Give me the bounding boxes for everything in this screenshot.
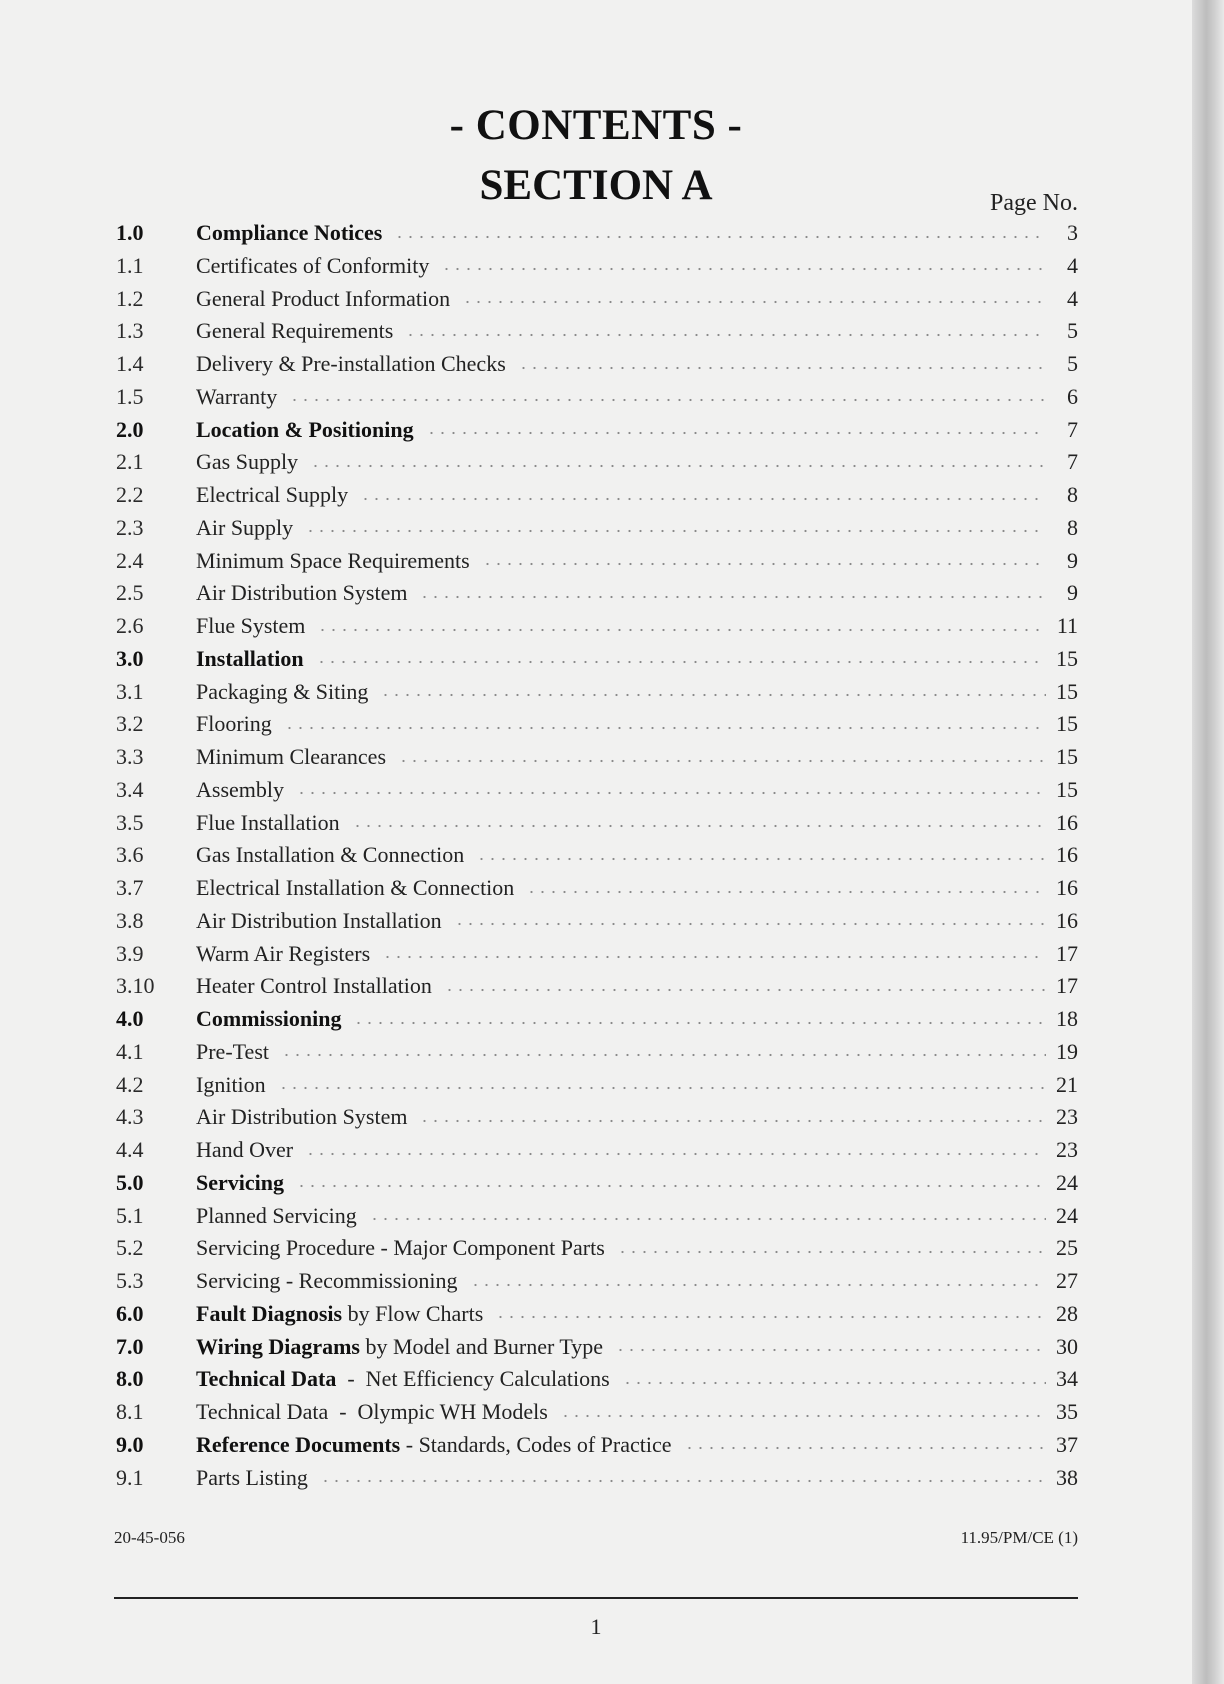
toc-entry-page: 21 xyxy=(1056,1071,1078,1097)
toc-entry-number: 8.1 xyxy=(116,1399,144,1424)
dot-leader xyxy=(615,1348,1046,1353)
toc-entry xyxy=(116,744,1078,777)
dot-leader xyxy=(441,267,1046,272)
toc-entry-number: 4.3 xyxy=(116,1104,144,1130)
dot-leader xyxy=(352,824,1046,829)
toc-entry-number: 9.0 xyxy=(116,1431,144,1457)
toc-entry-page: 9 xyxy=(1067,547,1078,573)
toc-entry-number: 5.3 xyxy=(116,1268,144,1293)
toc-entry-title xyxy=(196,417,414,443)
toc-entry-page: 37 xyxy=(1056,1431,1078,1457)
dot-leader xyxy=(382,955,1046,960)
dot-leader xyxy=(320,1479,1046,1484)
toc-entry xyxy=(116,1301,1078,1334)
toc-entry-page: 8 xyxy=(1067,514,1078,540)
toc-entry-page: 7 xyxy=(1067,416,1078,442)
dot-leader xyxy=(289,398,1046,403)
toc-entry-page: 17 xyxy=(1056,973,1078,999)
toc-entry xyxy=(116,253,1078,286)
toc-entry-title-text: General Product Information xyxy=(196,285,451,311)
toc-entry-title-text: Technical Data - Olympic WH Models xyxy=(196,1399,548,1424)
toc-entry-title-text: Ignition xyxy=(196,1071,266,1097)
toc-entry-title xyxy=(196,1039,269,1065)
dot-leader xyxy=(518,365,1046,370)
toc-entry-title-text: Packaging & Siting xyxy=(196,678,369,704)
toc-entry-number: 6.0 xyxy=(116,1300,144,1326)
toc-entry-title-text: Hand Over xyxy=(196,1137,294,1162)
contents-title: - CONTENTS - xyxy=(449,102,743,149)
toc-entry-title xyxy=(196,613,305,639)
toc-entry-number: 4.1 xyxy=(116,1038,144,1064)
toc-entry-title-text: Servicing Procedure - Major Component Parts xyxy=(196,1235,605,1261)
toc-entry-title-text: Flue Installation xyxy=(196,809,340,835)
toc-entry-title xyxy=(196,711,272,737)
toc-entry-page: 28 xyxy=(1056,1300,1078,1326)
toc-entry-page: 15 xyxy=(1056,645,1078,671)
dot-leader xyxy=(305,529,1046,534)
toc-entry xyxy=(116,1039,1078,1072)
toc-entry-page: 23 xyxy=(1056,1104,1078,1130)
dot-leader xyxy=(405,332,1046,337)
toc-entry-title-text: Planned Servicing xyxy=(196,1202,357,1228)
toc-entry-number: 7.0 xyxy=(116,1333,144,1359)
toc-entry-title-text: Air Distribution Installation xyxy=(196,907,442,933)
toc-entry-page: 27 xyxy=(1056,1268,1078,1293)
toc-entry-title-bold: Technical Data xyxy=(196,1366,337,1392)
toc-entry-title xyxy=(196,777,284,803)
toc-entry xyxy=(116,351,1078,384)
toc-entry xyxy=(116,548,1078,581)
toc-entry xyxy=(116,1170,1078,1203)
toc-entry-page: 16 xyxy=(1056,809,1078,835)
dot-leader xyxy=(560,1413,1046,1418)
toc-entry-title xyxy=(196,1432,672,1458)
toc-entry-title-text: Warm Air Registers xyxy=(196,940,371,966)
dot-leader xyxy=(454,922,1046,927)
toc-entry-number: 3.4 xyxy=(116,776,144,802)
toc-entry-number: 3.8 xyxy=(116,907,144,933)
toc-entry-number: 3.2 xyxy=(116,711,144,737)
toc-entry-title xyxy=(196,941,370,967)
toc-entry-number: 3.10 xyxy=(116,973,155,999)
toc-entry-title xyxy=(196,875,514,901)
dot-leader xyxy=(419,1118,1046,1123)
document-reference: 11.95/PM/CE (1) xyxy=(960,1528,1078,1547)
toc-entry-number: 3.5 xyxy=(116,809,144,835)
toc-entry-number: 3.9 xyxy=(116,940,144,966)
dot-leader xyxy=(482,562,1046,567)
toc-entry-title xyxy=(196,318,393,344)
toc-entry xyxy=(116,417,1078,450)
toc-entry xyxy=(116,1268,1078,1301)
toc-entry xyxy=(116,711,1078,744)
toc-entry-title-text: Certificates of Conformity xyxy=(196,252,430,278)
toc-entry-number: 4.0 xyxy=(116,1006,144,1031)
toc-entry-title xyxy=(196,679,368,705)
dot-leader xyxy=(296,1184,1046,1189)
toc-entry-page: 19 xyxy=(1056,1038,1078,1064)
page-no-heading: Page No. xyxy=(990,190,1078,216)
toc-entry xyxy=(116,1235,1078,1268)
toc-entry-page: 18 xyxy=(1056,1006,1078,1031)
toc-entry-title-text: Minimum Clearances xyxy=(196,744,387,769)
toc-entry-number: 1.3 xyxy=(116,318,144,344)
toc-entry xyxy=(116,646,1078,679)
toc-entry-title xyxy=(196,1104,407,1130)
toc-entry-title xyxy=(196,744,386,770)
toc-entry xyxy=(116,613,1078,646)
dot-leader xyxy=(305,1151,1046,1156)
toc-entry-title xyxy=(196,646,304,672)
toc-entry-number: 2.0 xyxy=(116,416,144,442)
toc-entry-title xyxy=(196,1399,548,1425)
toc-entry xyxy=(116,842,1078,875)
dot-leader xyxy=(622,1380,1046,1385)
toc-entry-page: 34 xyxy=(1056,1366,1078,1392)
table-of-contents xyxy=(116,220,1078,1497)
toc-entry xyxy=(116,973,1078,1006)
toc-entry-title xyxy=(196,1366,610,1392)
toc-entry-page: 24 xyxy=(1056,1202,1078,1228)
toc-entry-title-text: by Model and Burner Type xyxy=(359,1333,604,1359)
dot-leader xyxy=(684,1446,1046,1451)
toc-entry xyxy=(116,777,1078,810)
toc-entry-title xyxy=(196,548,470,574)
dot-leader xyxy=(317,627,1046,632)
toc-entry-page: 5 xyxy=(1067,351,1078,376)
toc-entry xyxy=(116,286,1078,319)
toc-entry-title-text: Gas Installation & Connection xyxy=(196,842,465,868)
toc-entry-number: 2.5 xyxy=(116,580,144,606)
toc-entry-number: 5.0 xyxy=(116,1169,144,1195)
toc-entry-page: 8 xyxy=(1067,482,1078,507)
toc-entry-number: 9.1 xyxy=(116,1464,144,1490)
dot-leader xyxy=(296,791,1046,796)
toc-entry-title xyxy=(196,842,464,868)
toc-entry-number: 8.0 xyxy=(116,1366,144,1392)
toc-entry-number: 2.3 xyxy=(116,514,144,540)
toc-entry-page: 35 xyxy=(1056,1399,1078,1424)
toc-entry-title xyxy=(196,1137,293,1163)
dot-leader xyxy=(470,1282,1046,1287)
toc-entry-page: 3 xyxy=(1067,220,1078,245)
dot-leader xyxy=(526,889,1046,894)
toc-entry-title-text: - Net Efficiency Calculations xyxy=(336,1366,610,1392)
toc-entry-title-text: Gas Supply xyxy=(196,449,299,475)
toc-entry-number: 2.6 xyxy=(116,613,144,638)
toc-entry-number: 2.1 xyxy=(116,449,144,475)
toc-entry xyxy=(116,1104,1078,1137)
toc-entry-title-text: Air Distribution System xyxy=(196,580,408,606)
toc-entry-title xyxy=(196,449,298,475)
toc-entry xyxy=(116,318,1078,351)
toc-entry-number: 3.7 xyxy=(116,875,144,900)
toc-entry-title-text: Air Supply xyxy=(196,514,294,540)
toc-entry-number: 3.6 xyxy=(116,842,144,868)
dot-leader xyxy=(281,1053,1046,1058)
toc-entry-title-text: Pre-Test xyxy=(196,1038,269,1064)
dot-leader xyxy=(462,300,1046,305)
toc-entry xyxy=(116,1366,1078,1399)
toc-entry-title xyxy=(196,1072,266,1098)
toc-entry-page: 15 xyxy=(1056,744,1078,769)
dot-leader xyxy=(617,1249,1046,1254)
toc-entry-title-bold: Commissioning xyxy=(196,1006,342,1031)
toc-entry-title xyxy=(196,482,348,508)
toc-entry-title-text: Flooring xyxy=(196,711,272,737)
toc-entry-title-bold: Installation xyxy=(196,645,304,671)
toc-entry-title xyxy=(196,220,382,246)
toc-entry-number: 2.4 xyxy=(116,547,144,573)
toc-entry xyxy=(116,580,1078,613)
toc-entry-title xyxy=(196,1006,341,1032)
toc-entry-title-text: Electrical Supply xyxy=(196,482,349,507)
toc-entry-title xyxy=(196,351,506,377)
toc-entry-title-bold: Location & Positioning xyxy=(196,416,414,442)
toc-entry-page: 5 xyxy=(1067,318,1078,344)
toc-entry-page: 15 xyxy=(1056,776,1078,802)
toc-entry-page: 15 xyxy=(1056,678,1078,704)
page-number: 1 xyxy=(590,1614,602,1639)
toc-entry xyxy=(116,875,1078,908)
toc-entry-title xyxy=(196,1203,357,1229)
toc-entry-title xyxy=(196,908,442,934)
toc-entry xyxy=(116,449,1078,482)
dot-leader xyxy=(476,856,1046,861)
toc-entry-title-bold: Servicing xyxy=(196,1169,284,1195)
toc-entry xyxy=(116,1006,1078,1039)
toc-entry-number: 1.5 xyxy=(116,383,144,409)
toc-entry-number: 4.4 xyxy=(116,1137,144,1162)
toc-entry-title xyxy=(196,515,293,541)
dot-leader xyxy=(398,758,1046,763)
toc-entry xyxy=(116,1399,1078,1432)
toc-entry-title xyxy=(196,286,450,312)
toc-entry-number: 1.2 xyxy=(116,285,144,311)
footer-rule xyxy=(114,1597,1078,1599)
toc-entry xyxy=(116,679,1078,712)
toc-entry xyxy=(116,810,1078,843)
dot-leader xyxy=(419,594,1046,599)
toc-entry-number: 3.0 xyxy=(116,645,144,671)
dot-leader xyxy=(316,660,1046,665)
dot-leader xyxy=(495,1315,1046,1320)
toc-entry-number: 1.4 xyxy=(116,351,144,376)
toc-entry xyxy=(116,1203,1078,1236)
toc-entry xyxy=(116,941,1078,974)
toc-entry-number: 3.3 xyxy=(116,744,144,769)
toc-entry xyxy=(116,1432,1078,1465)
toc-entry-title xyxy=(196,1268,458,1294)
toc-entry-title xyxy=(196,253,429,279)
dot-leader xyxy=(444,987,1046,992)
toc-entry-title xyxy=(196,384,277,410)
toc-entry-title xyxy=(196,1334,603,1360)
toc-entry-number: 1.0 xyxy=(116,220,144,245)
toc-entry-title-bold: Wiring Diagrams xyxy=(196,1333,360,1359)
toc-entry xyxy=(116,908,1078,941)
toc-entry-title-text: Minimum Space Requirements xyxy=(196,547,470,573)
toc-entry-title-text: Heater Control Installation xyxy=(196,973,432,999)
toc-entry-page: 6 xyxy=(1067,383,1078,409)
toc-entry-number: 5.1 xyxy=(116,1202,144,1228)
toc-entry-page: 16 xyxy=(1056,907,1078,933)
toc-entry-page: 16 xyxy=(1056,842,1078,868)
toc-entry-page: 24 xyxy=(1056,1169,1078,1195)
toc-entry-page: 15 xyxy=(1056,711,1078,737)
toc-entry-title-text: Air Distribution System xyxy=(196,1104,408,1130)
toc-entry-title xyxy=(196,973,432,999)
dot-leader xyxy=(278,1086,1046,1091)
toc-entry-title-bold: Reference Documents xyxy=(196,1431,401,1457)
dot-leader xyxy=(353,1020,1046,1025)
toc-entry-title-text: General Requirements xyxy=(196,318,394,344)
dot-leader xyxy=(360,496,1046,501)
dot-leader xyxy=(426,431,1046,436)
section-title: SECTION A xyxy=(479,162,713,209)
toc-entry-title xyxy=(196,1465,308,1491)
toc-entry-title-text: by Flow Charts xyxy=(342,1300,484,1326)
dot-leader xyxy=(380,693,1046,698)
toc-entry-title-text: Parts Listing xyxy=(196,1464,308,1490)
toc-entry-page: 7 xyxy=(1067,449,1078,475)
toc-entry xyxy=(116,1465,1078,1498)
toc-entry-title-text: Servicing - Recommissioning xyxy=(196,1268,458,1293)
toc-entry-number: 1.1 xyxy=(116,252,144,278)
toc-entry-title xyxy=(196,810,340,836)
toc-entry xyxy=(116,482,1078,515)
toc-entry-title-text: Electrical Installation & Connection xyxy=(196,875,515,900)
document-code: 20-45-056 xyxy=(114,1528,185,1547)
toc-entry-number: 4.2 xyxy=(116,1071,144,1097)
toc-entry-page: 23 xyxy=(1056,1137,1078,1162)
toc-entry-page: 4 xyxy=(1067,252,1078,278)
dot-leader xyxy=(394,234,1046,239)
toc-entry-title xyxy=(196,1235,605,1261)
toc-entry-title xyxy=(196,1301,483,1327)
toc-entry-title-text: Delivery & Pre-installation Checks xyxy=(196,351,506,376)
toc-entry-title-text: Warranty xyxy=(196,383,278,409)
toc-entry-page: 4 xyxy=(1067,285,1078,311)
page-edge-shadow xyxy=(1192,0,1224,1684)
toc-entry-page: 38 xyxy=(1056,1464,1078,1490)
toc-entry-page: 9 xyxy=(1067,580,1078,606)
toc-entry-page: 25 xyxy=(1056,1235,1078,1261)
dot-leader xyxy=(284,725,1046,730)
toc-entry-title xyxy=(196,580,407,606)
dot-leader xyxy=(369,1217,1046,1222)
toc-entry xyxy=(116,515,1078,548)
toc-entry-number: 5.2 xyxy=(116,1235,144,1261)
toc-entry xyxy=(116,1137,1078,1170)
toc-entry-number: 3.1 xyxy=(116,678,144,704)
toc-entry-title-bold: Compliance Notices xyxy=(196,220,383,245)
toc-entry-title-text: Flue System xyxy=(196,613,306,638)
toc-entry-title-bold: Fault Diagnosis xyxy=(196,1300,343,1326)
toc-entry-page: 11 xyxy=(1056,613,1078,638)
toc-entry xyxy=(116,1334,1078,1367)
toc-entry-number: 2.2 xyxy=(116,482,144,507)
toc-entry-page: 16 xyxy=(1056,875,1078,900)
toc-entry-page: 30 xyxy=(1056,1333,1078,1359)
toc-entry xyxy=(116,384,1078,417)
toc-entry-page: 17 xyxy=(1056,940,1078,966)
toc-entry xyxy=(116,220,1078,253)
toc-entry-title-text: - Standards, Codes of Practice xyxy=(400,1431,672,1457)
toc-entry-title xyxy=(196,1170,284,1196)
toc-entry-title-text: Assembly xyxy=(196,776,284,802)
dot-leader xyxy=(310,463,1046,468)
toc-entry xyxy=(116,1072,1078,1105)
